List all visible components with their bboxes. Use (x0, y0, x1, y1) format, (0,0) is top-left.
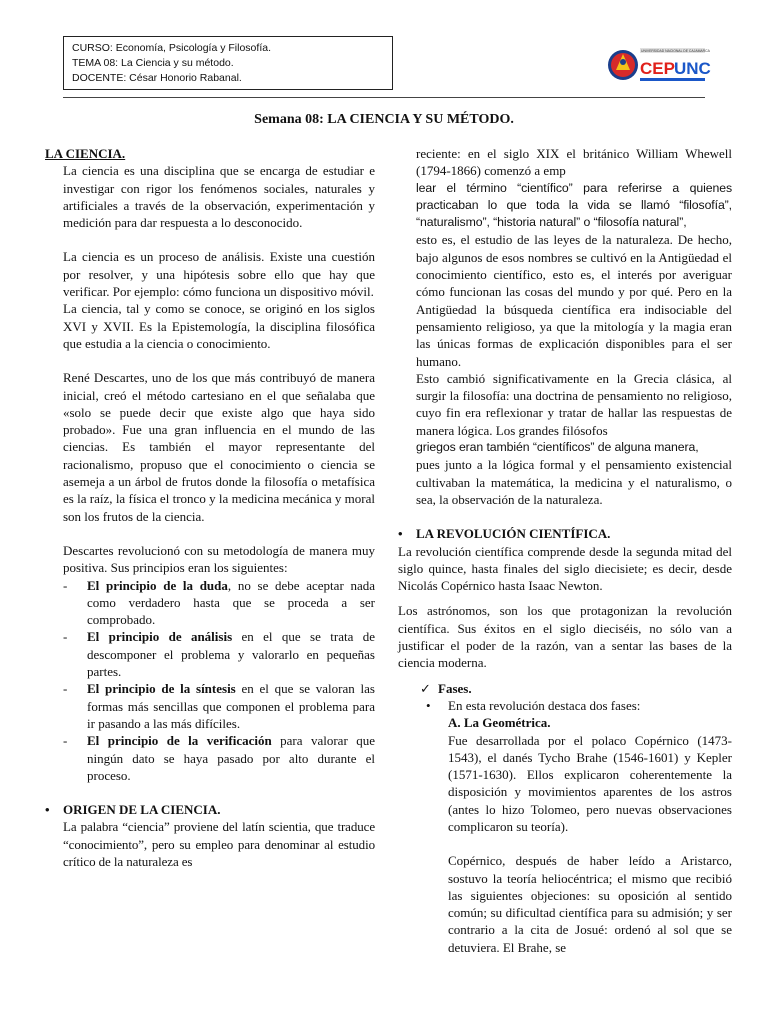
paragraph: La ciencia es una disciplina que se encarga de estudiar e investigar con rigor los fenómenos sociales, naturales y artificiales a través de la observación, experimentación y medición para dar respuesta a lo desconocido. (63, 163, 375, 231)
section-heading-la-ciencia: LA CIENCIA. (45, 146, 126, 161)
section-heading-origen: • ORIGEN DE LA CIENCIA. (45, 802, 221, 818)
logo-wordmark: CEP (640, 59, 675, 78)
paragraph: pues junto a la lógica formal y el pensamiento existencial cultivaban la matemática, la medicina y el naturalismo, o sea, la observación de la naturaleza. (416, 457, 732, 507)
paragraph: esto es, el estudio de las leyes de la naturaleza. De hecho, bajo algunos de esos nombres se cultivó en la Antigüedad el conocimiento científico, esto es, el interés por averiguar cómo funcionan las cosas del mundo y por qué. Pero en la Antigüedad la búsqueda científica era indisociable del pensamiento religioso, ya que la mitología y la magia eran las únicas formas de explicación disponibles para el ser humano. (416, 232, 732, 369)
logo-subtext: UNIVERSIDAD NACIONAL DE CAJAMARCA (641, 49, 710, 53)
bullet-icon: • (45, 802, 50, 818)
list-item: • En esta revolución destaca dos fases: (426, 697, 641, 713)
bullet-icon: • (426, 697, 431, 713)
right-column (398, 145, 732, 956)
checkmark-icon: ✓ (420, 680, 431, 696)
svg-text:UNC: UNC (674, 59, 711, 78)
paragraph: Los astrónomos, son los que protagonizan la revolución científica. Sus éxitos en el siglo dieciséis, no sólo van a justificar el poder de la razón, van a sentar las bases de la ciencia moderna. (398, 603, 732, 671)
list-item: - El principio de la duda, no se debe aceptar nada como verdadero hasta que se proceda a ser comprobado. (63, 577, 375, 628)
paragraph: La revolución científica comprende desde la segunda mitad del siglo quince, hasta finales del siglo diecisiete; es decir, desde Nicolás Copérnico hasta Isaac Newton. (398, 543, 732, 594)
paragraph: lear el término “científico” para referirse a quienes practicaban lo que toda la vida se llamó “filosofía”, “naturalismo”, “historia natural” o “filosofía natural”, (416, 180, 732, 230)
cepunc-logo (607, 40, 711, 90)
list-item: - El principio de la síntesis en el que se valoran las formas más sencillas que componen el problema para ir pasando a las más difíciles. (63, 681, 375, 731)
principle-title: El principio de la síntesis (87, 681, 236, 697)
principle-title: El principio de la duda (87, 577, 228, 593)
left-column (45, 145, 375, 870)
subheading-geometrica: A. La Geométrica. (448, 715, 551, 731)
principle-title: El principio de análisis (87, 629, 233, 645)
bullet-icon: • (398, 526, 403, 542)
document-title: Semana 08: LA CIENCIA Y SU MÉTODO. (254, 112, 514, 127)
principle-text: en el que se valoran las formas más sencillas que componen el problema para ir pasando a las más difíciles. (87, 681, 375, 731)
principle-text: para valorar que ningún dato se haya pasado por alto durante el proceso. (87, 733, 376, 783)
paragraph: griegos eran también “científicos” de alguna manera, (416, 440, 699, 455)
fases-heading: ✓ Fases. (420, 680, 472, 696)
course-line: CURSO: Economía, Psicología y Filosofía. (72, 42, 271, 54)
principle-text: , no se debe aceptar nada como verdadero hasta que se proceda a ser comprobado. (87, 577, 375, 628)
paragraph: La ciencia es un proceso de análisis. Existe una cuestión por resolver, y una hipótesis sobre ello que hay que verificar. Por ejemplo: cómo funciona un dispositivo móvil. (63, 249, 375, 300)
paragraph: La palabra “ciencia” proviene del latín scientia, que traduce “conocimiento”, pero su empleo para denominar al estudio crítico de la naturaleza es (63, 819, 375, 869)
paragraph: Descartes revolucionó con su metodología de manera muy positiva. Sus principios eran los siguientes: (63, 542, 375, 576)
header-divider (63, 97, 705, 98)
list-item: - El principio de análisis en el que se trata de descomponer el problema y valorarlo en pequeñas partes. (63, 629, 375, 680)
paragraph: reciente: en el siglo XIX el británico William Whewell (1794-1866) comenzó a emp (416, 146, 732, 179)
paragraph: Esto cambió significativamente en la Grecia clásica, al surgir la filosofía: una doctrina de pensamiento no religioso, cuyo fin era reflexionar y tratar de hallar las respuestas de manera lógica. Los grandes filósofos (416, 370, 732, 438)
paragraph: René Descartes, uno de los que más contribuyó de manera inicial, creó el método cartesiano en el que señalaba que «solo se puede decir que existe algo que haya sido probado». Fue una gran influencia en el mundo de las ciencias. Es también el mayor representante del racionalismo, propuso que el conocimiento o ciencia se asemeja a un árbol de frutos donde la filosofía o metafísica es la raíz, la física el tronco y la medicina mecánica y moral son los frutos de la ciencia. (63, 370, 375, 524)
topic-line: TEMA 08: La Ciencia y su método. (72, 57, 234, 69)
paragraph: Copérnico, después de haber leído a Aristarco, sostuvo la teoría heliocéntrica; el mismo que recibió las siguientes objeciones: su oposición al sentido común; su dificultad científica para su admisión; y ser contrario a la cita de Josué: ordenó al sol que se detuviera. El Brahe, se (448, 853, 732, 955)
paragraph: La ciencia, tal y como se conoce, se originó en los siglos XVI y XVII. Es la Epistemología, la disciplina filosófica que estudia a la ciencia o conocimiento. (63, 301, 375, 351)
course-info-box (63, 36, 393, 90)
principle-title: El principio de la verificación (87, 733, 272, 749)
list-item: - El principio de la verificación para valorar que ningún dato se haya pasado por alto durante el proceso. (63, 733, 376, 783)
teacher-line: DOCENTE: César Honorio Rabanal. (72, 72, 242, 84)
paragraph: Fue desarrollada por el polaco Copérnico (1473-1543), el danés Tycho Brahe (1546-1601) y Kepler (1571-1630). Ellos explicaron coherentemente la disposición y movimientos aparentes de los astros (antes lo hizo Tolomeo, pero nuevas observaciones complicaron su teoría). (448, 732, 732, 834)
section-heading-revolucion: • LA REVOLUCIÓN CIENTÍFICA. (398, 526, 611, 542)
principle-text: en el que se trata de descomponer el problema y valorarlo en pequeñas partes. (87, 629, 375, 680)
